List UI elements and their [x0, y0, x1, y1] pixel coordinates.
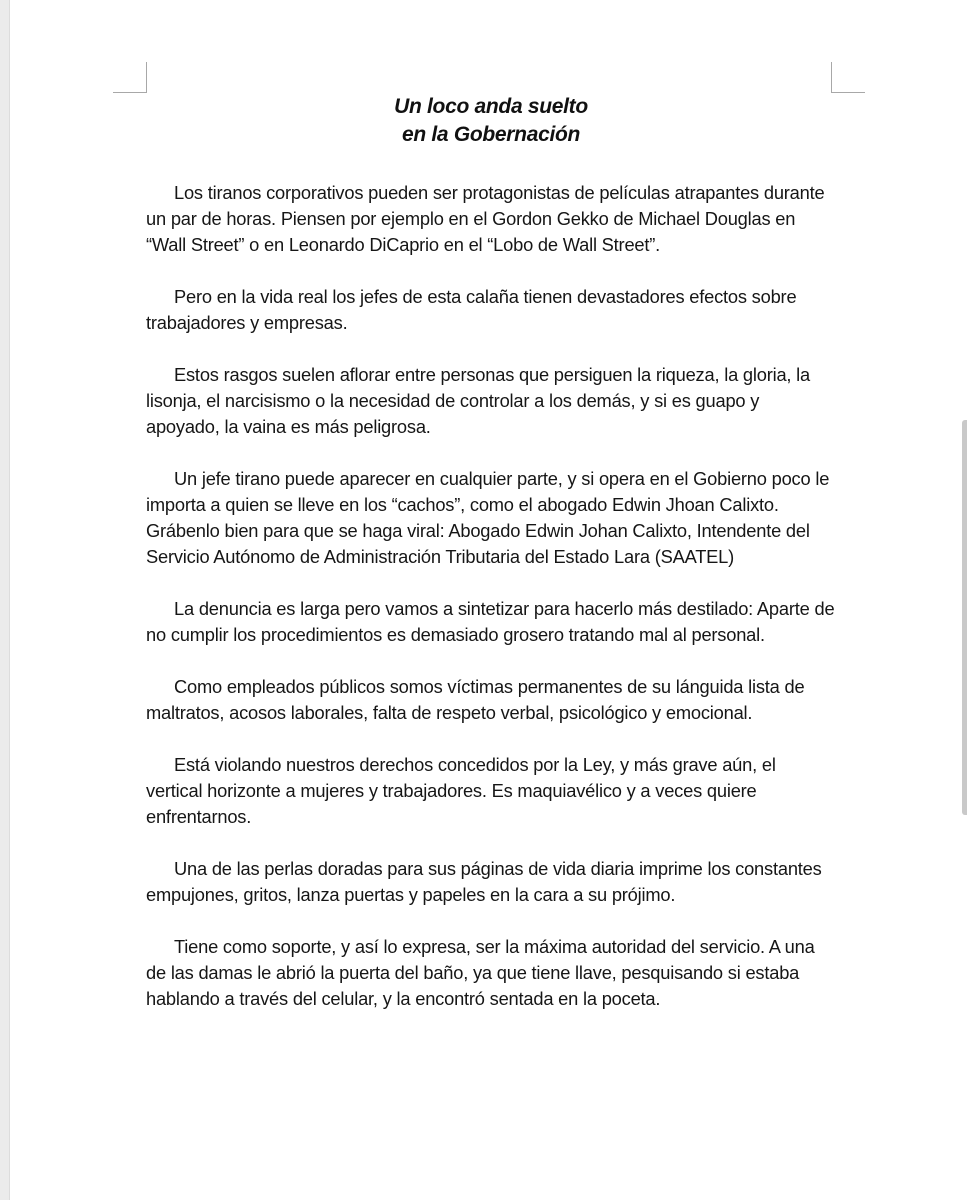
window-left-edge: [0, 0, 10, 1200]
paragraph: Una de las perlas doradas para sus páginas de vida diaria imprime los constantes empujones, gritos, lanza puertas y papeles en la cara a su prójimo.: [146, 858, 822, 905]
scrollbar-thumb[interactable]: [962, 420, 967, 815]
paragraph: Un jefe tirano puede aparecer en cualquier parte, y si opera en el Gobierno poco le importa a quien se lleve en los “cachos”, como el abogado Edwin Jhoan Calixto. Grábenlo bien para que se haga viral: Abogado Edwin Johan Calixto, Intendente del Servicio Autónomo de Administración Tributaria del Estado Lara (SAATEL): [146, 468, 830, 567]
document-title: [146, 93, 836, 149]
paragraph: Como empleados públicos somos víctimas permanentes de su lánguida lista de maltratos, acosos laborales, falta de respeto verbal, psicológico y emocional.: [146, 676, 805, 723]
title-line-2: en la Gobernación: [401, 123, 581, 146]
page-margin-mark-top-left: [113, 62, 147, 93]
paragraph: Estos rasgos suelen aflorar entre personas que persiguen la riqueza, la gloria, la lisonja, el narcisismo o la necesidad de controlar a los demás, y si es guapo y apoyado, la vaina es más peligrosa.: [146, 364, 811, 437]
paragraph: Los tiranos corporativos pueden ser protagonistas de películas atrapantes durante un par de horas. Piensen por ejemplo en el Gordon Gekko de Michael Douglas en “Wall Street” o en Leonardo DiCaprio en el “Lobo de Wall Street”.: [146, 182, 825, 255]
page-margin-mark-top-right: [831, 62, 865, 93]
document-body: [146, 180, 836, 1012]
document-page: [146, 93, 836, 1038]
paragraph: Está violando nuestros derechos concedidos por la Ley, y más grave aún, el vertical horizonte a mujeres y trabajadores. Es maquiavélico y a veces quiere enfrentarnos.: [146, 754, 776, 827]
title-line-1: Un loco anda suelto: [394, 95, 588, 118]
paragraph: Pero en la vida real los jefes de esta calaña tienen devastadores efectos sobre trabajadores y empresas.: [146, 286, 797, 333]
paragraph: Tiene como soporte, y así lo expresa, ser la máxima autoridad del servicio. A una de las damas le abrió la puerta del baño, ya que tiene llave, pesquisando si estaba hablando a través del celular, y la encontró sentada en la poceta.: [146, 936, 815, 1009]
paragraph: La denuncia es larga pero vamos a sintetizar para hacerlo más destilado: Aparte de no cumplir los procedimientos es demasiado grosero tratando mal al personal.: [146, 598, 835, 645]
